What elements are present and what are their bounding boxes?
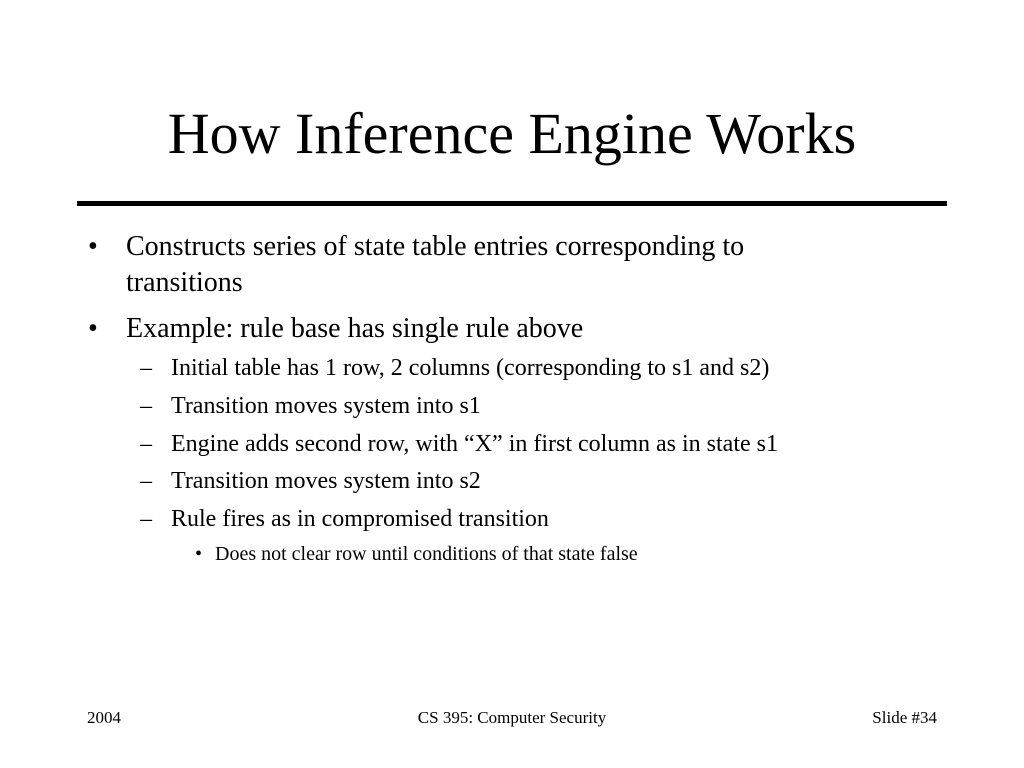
bullet-marker: • (88, 231, 98, 262)
sub-bullet-marker: – (140, 355, 152, 381)
sub-bullet-marker: – (140, 393, 152, 419)
sub-bullet-text: Transition moves system into s2 (171, 468, 481, 494)
slide-title: How Inference Engine Works (167, 101, 857, 166)
sub-bullet-text: Transition moves system into s1 (171, 393, 481, 419)
footer-slide-number: Slide #34 (872, 708, 937, 727)
bullet-text: Constructs series of state table entries corresponding to (126, 231, 745, 262)
footer-course: CS 395: Computer Security (417, 708, 607, 727)
sub-bullet-text: Engine adds second row, with “X” in first column as in state s1 (171, 431, 778, 457)
sub-bullet-text: Rule fires as in compromised transition (171, 506, 549, 532)
sub-sub-bullet-text: Does not clear row until conditions of that state false (215, 543, 638, 565)
sub-bullet-marker: – (140, 506, 152, 532)
bullet-text-continuation: transitions (126, 267, 243, 298)
sub-bullet-marker: – (140, 468, 152, 494)
sub-bullet-marker: – (140, 431, 152, 457)
sub-sub-bullet-marker: • (195, 543, 203, 565)
bullet-marker: • (88, 313, 98, 344)
bullet-text: Example: rule base has single rule above (126, 313, 584, 344)
sub-bullet-text: Initial table has 1 row, 2 columns (corresponding to s1 and s2) (171, 355, 770, 381)
footer-year: 2004 (87, 708, 121, 727)
